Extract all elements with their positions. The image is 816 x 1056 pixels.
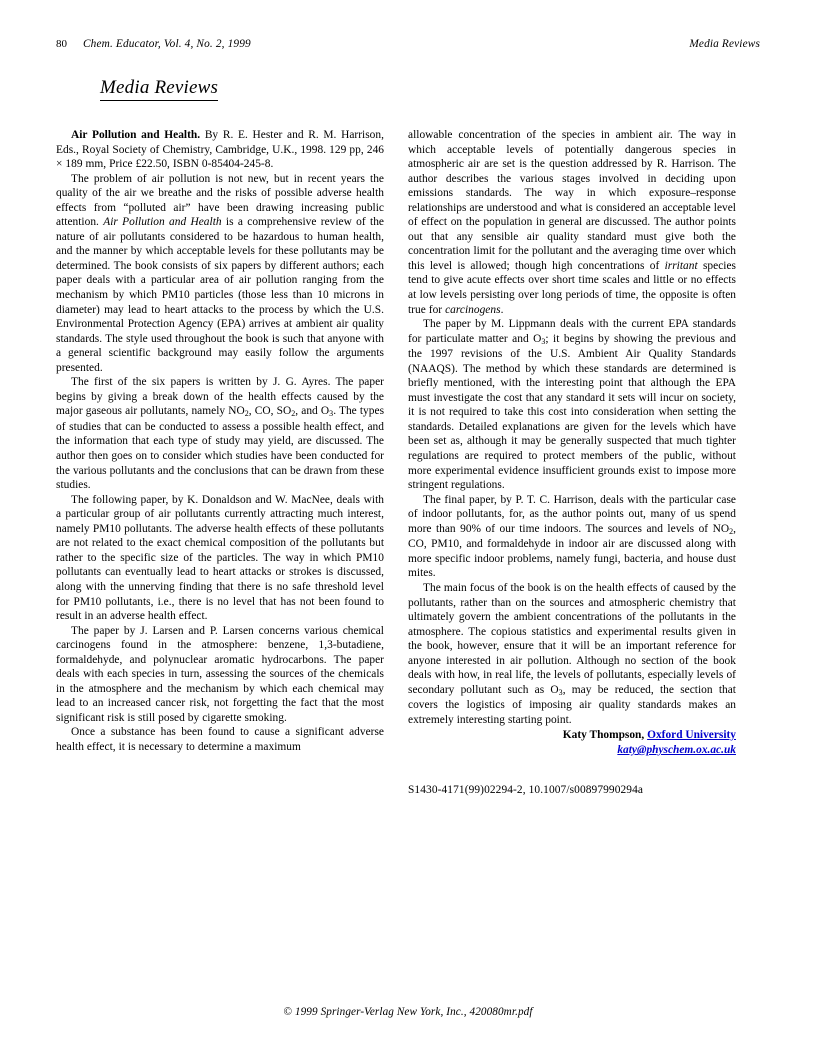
subscript-no2: 2 [729, 526, 734, 536]
paragraph-text: The final paper, by P. T. C. Harrison, deals with the particular case of indoor pollutants, for, as the author points out, many of us spend more than 90% of our time indoors. The sources and levels of NO [408, 493, 736, 535]
reviewer-signature [408, 728, 736, 758]
reviewer-affiliation-link[interactable]: Oxford University [647, 729, 736, 742]
book-reference-details: By R. E. Hester and R. M. Harrison, Eds., Royal Society of Chemistry, Cambridge, U.K., 1998. 129 pp, 246 × 189 mm, Price £22.50, ISBN 0-85404-245-8. [56, 129, 384, 171]
journal-citation: Chem. Educator, Vol. 4, No. 2, 1999 [83, 38, 251, 50]
left-paragraph-1 [56, 172, 384, 376]
left-column [56, 128, 384, 755]
page-number: 80 [56, 38, 67, 50]
italic-carcinogens: carcinogens [445, 303, 501, 316]
right-paragraph-4 [408, 581, 736, 727]
running-head [56, 38, 760, 54]
paragraph-text: , and O [295, 405, 330, 418]
paragraph-text: The main focus of the book is on the health effects of caused by the pollutants, rather than on the sources and atmospheric chemistry that ultimately govern the ambient concentrations of the pollutants in the atmosphere. The copious statistics and experimental results given in the book, however, ensure that it will be an important reference for anyone interested in air pollution. Although no section of the book deals with how, in real life, the levels of pollutants, especially levels of secondary pollutant such as O [408, 581, 736, 696]
paragraph-text: . The types of studies that can be conducted to assess a possible health effect, and the information that each type of study may yield, are discussed. The author then goes on to consider which studies have been conducted for the various pollutants and the conclusions that can be drawn from these studies. [56, 405, 385, 492]
subscript-no2: 2 [244, 409, 249, 419]
paragraph-text: species tend to give acute effects over short time scales and little or no effects at low levels persisting over long periods of time, the opposite is often true for [408, 259, 736, 316]
paragraph-text: ; it begins by showing the previous and the 1997 revisions of the U.S. Ambient Air Quality Standards (NAAQS). The method by which these standards are determined is briefly mentioned, with the interesting point that although the EPA must investigate the cost that any standard it sets will incur on society, it is not required to take this cost into consideration when setting the standards. Detailed explanations are given for the levels which have been set as, although it may be generally suspected that much tighter regulations are required to protect members of the public, without more experimental evidence insufficient grounds exist to impose more stringent regulations. [408, 332, 737, 492]
subscript-o3: 3 [541, 336, 546, 346]
page-footer: © 1999 Springer-Verlag New York, Inc., 420080mr.pdf [283, 1006, 533, 1018]
paragraph-text: The problem of air pollution is not new, but in recent years the quality of the air we breathe and the risks of possible adverse health effects from “polluted air” have been drawing increasing public attention. [56, 172, 384, 229]
running-head-right: Media Reviews [689, 38, 760, 50]
reviewer-email-link[interactable]: katy@physchem.ox.ac.uk [617, 744, 736, 757]
italic-irritant: irritant [664, 259, 698, 272]
left-paragraph-4: The paper by J. Larsen and P. Larsen concerns various chemical carcinogens found in the atmosphere: benzene, 1,3-butadiene, formaldehyde, and polynuclear aromatic hydrocarbons. The paper deals with each species in turn, assessing the sources of the chemicals in the atmosphere and the mechanism by which each chemical may lead to an increased cancer risk, not forgetting the fact that the most significant risk is still posed by cigarette smoking. [56, 624, 384, 724]
paragraph-text: , may be reduced, the section that covers the logistics of imposing air quality standards makes an extremely interesting starting point. [408, 683, 736, 726]
subscript-o3: 3 [329, 409, 334, 419]
article-identifier: S1430-4171(99)02294-2, 10.1007/s00897990294a [408, 784, 644, 797]
right-column [408, 128, 736, 796]
paragraph-text: , CO, PM10, and formaldehyde in indoor air are discussed along with more specific indoor problems, namely fungi, bacteria, and house dust mites. [408, 522, 736, 580]
paragraph-text: The first of the six papers is written by J. G. Ayres. The paper begins by giving a break down of the health effects caused by the major gaseous air pollutants, namely NO [56, 376, 384, 418]
paragraph-text: The paper by M. Lippmann deals with the current EPA standards for particulate matter and O [408, 318, 736, 345]
paragraph-text: is a comprehensive review of the nature of air pollutants considered to be hazardous to human health, and the manner by which acceptable levels for these pollutants may be determined. The book consists of six papers by different authors; each paper deals with a particular area of air pollution ranging from the mechanism by which PM10 particles (those less than 10 microns in diameter) may lead to heart attacks to the process by which the U.S. Environmental Protection Agency (EPA) arrives at ambient air quality standards. The style used throughout the book is such that anyone with a general scientific background may easily follow the arguments presented. [56, 216, 384, 374]
left-paragraph-2 [56, 375, 384, 492]
right-paragraph-1 [408, 128, 736, 317]
book-reference [56, 128, 384, 172]
section-title-container [100, 78, 760, 108]
left-paragraph-3: The following paper, by K. Donaldson and W. MacNee, deals with a particular group of air pollutants currently attracting much interest, namely PM10 pollutants. The adverse health effects of these pollutants are not related to the exact chemical composition of the pollutants but rather to the specific size of the particles. The way in which PM10 pollutants can eventually lead to heart attacks or strokes is discussed, along with the unnerving finding that there is no safe threshold level for PM10 pollutants, i.e., there is no level that has not been found to result in an adverse health effect. [56, 493, 384, 623]
paragraph-text: . [500, 303, 504, 316]
paragraph-text: , CO, SO [248, 405, 292, 418]
right-paragraph-2 [408, 317, 736, 493]
book-title: Air Pollution and Health. [71, 129, 201, 141]
subscript-so2: 2 [291, 409, 296, 419]
running-head-left [56, 38, 251, 50]
paragraph-text: allowable concentration of the species in ambient air. The way in which acceptable levels of potentially dangerous species in atmospheric air are set is the question addressed by R. Harrison. The author describes the various stages involved in deciding upon emissions standards. The way in which exposure–response relationships are understood and what is considered an acceptable level of effect on the population in general are discussed. The author points out that any sensible air quality standard must give both the concentration limit for the pollutant and the averaging time over which this level is allowed; though high concentrations of [408, 129, 736, 272]
page-title: Media Reviews [100, 78, 218, 101]
right-paragraph-3 [408, 493, 736, 581]
book-title-italic: Air Pollution and Health [103, 216, 222, 229]
left-paragraph-5: Once a substance has been found to cause a significant adverse health effect, it is necessary to determine a maximum [56, 726, 384, 753]
subscript-o3: 3 [558, 687, 563, 697]
reviewer-name: Katy Thompson, [562, 729, 645, 742]
two-column-body [56, 128, 760, 796]
